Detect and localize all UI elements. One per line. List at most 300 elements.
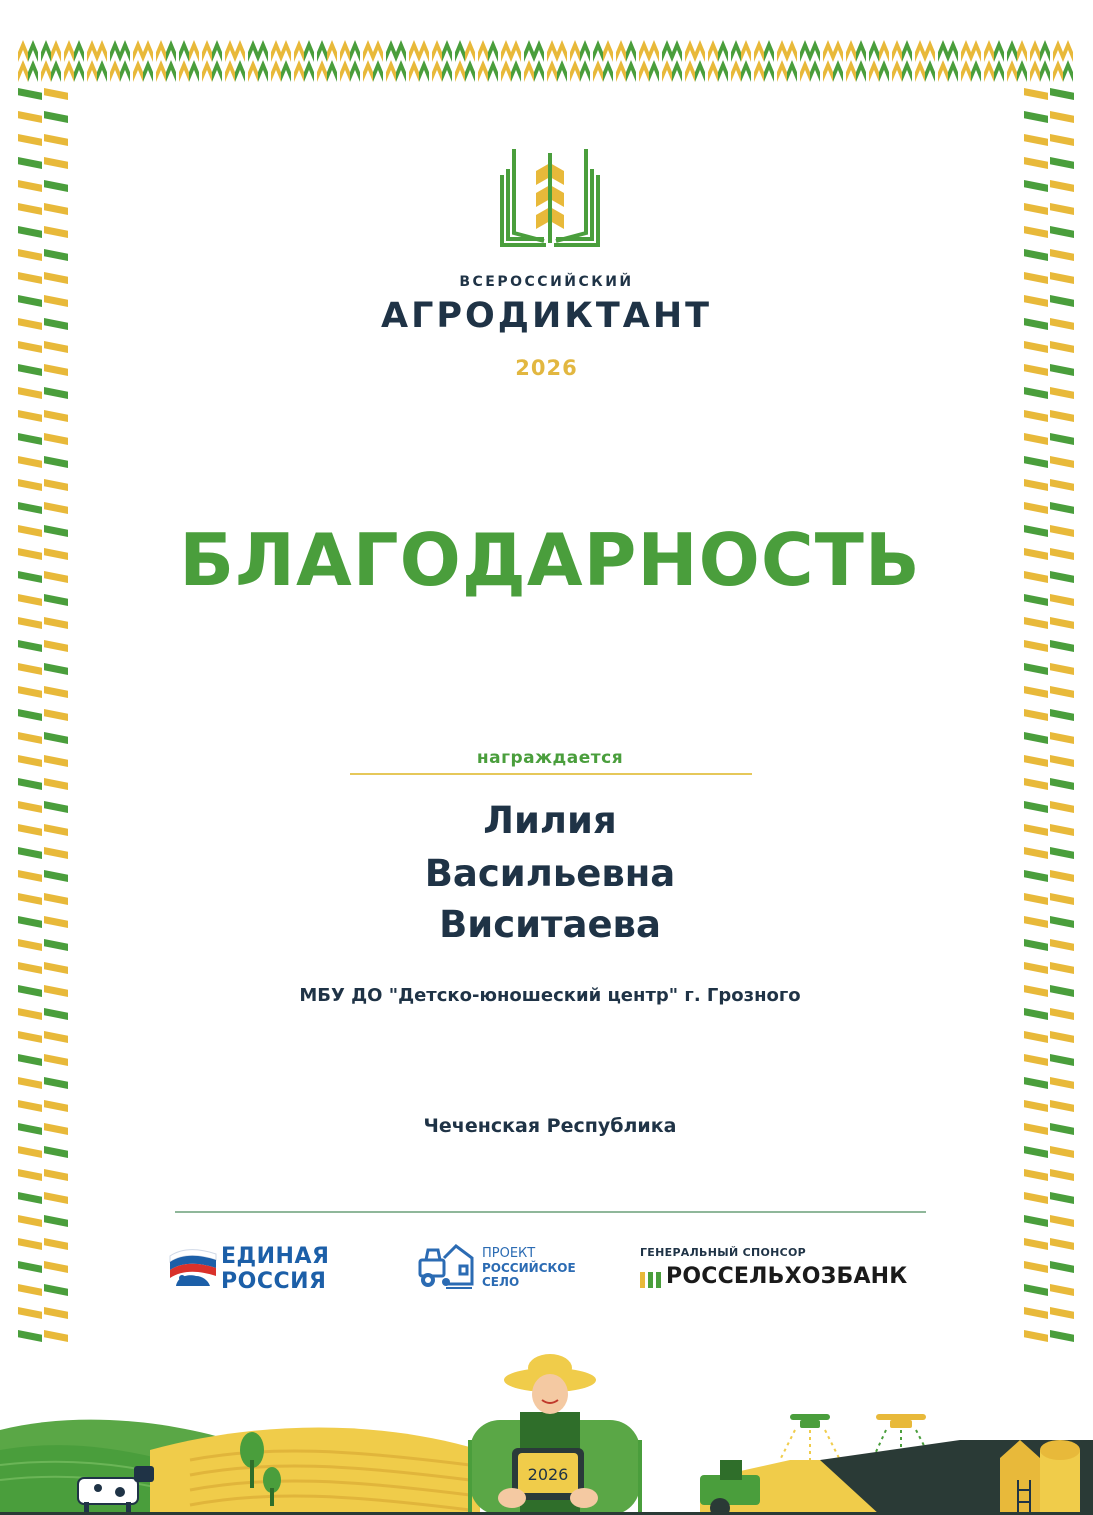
wheat-leaf [327, 40, 337, 62]
wheat-leaf [396, 60, 406, 82]
header-year: 2026 [515, 356, 578, 380]
wheat-leaf [18, 180, 42, 192]
farmer-character [470, 1354, 640, 1515]
wheat-leaf [44, 686, 68, 698]
wheat-leaf [846, 60, 856, 82]
wheat-leaf [1050, 410, 1074, 422]
sponsor-project-line1: ПРОЕКТ [482, 1246, 536, 1261]
wheat-leaf [580, 40, 590, 62]
tractor-house-icon [416, 1240, 476, 1290]
wheat-leaf [1024, 1215, 1048, 1227]
wheat-leaf [110, 40, 120, 62]
wheat-leaf [44, 1146, 68, 1158]
wheat-leaf [1024, 778, 1048, 790]
wheat-leaf [1024, 249, 1048, 261]
wheat-leaf [1050, 387, 1074, 399]
wheat-leaf [18, 479, 42, 491]
wheat-leaf [856, 60, 866, 82]
wheat-leaf [44, 1192, 68, 1204]
wheat-leaf [120, 40, 130, 62]
wheat-leaf [18, 617, 42, 629]
wheat-leaf [304, 40, 314, 62]
wheat-leaf [44, 1215, 68, 1227]
wheat-leaf [892, 60, 902, 82]
wheat-leaf [44, 1169, 68, 1181]
wheat-leaf [1024, 1238, 1048, 1250]
wheat-leaf [1030, 60, 1040, 82]
wheat-leaf [373, 40, 383, 62]
wheat-leaf [432, 40, 442, 62]
wheat-leaf [18, 1008, 42, 1020]
wheat-leaf [44, 1077, 68, 1089]
wheat-leaf [18, 111, 42, 123]
wheat-leaf [879, 40, 889, 62]
wheat-leaf [961, 60, 971, 82]
wheat-leaf [1030, 40, 1040, 62]
wheat-leaf [44, 387, 68, 399]
wheat-leaf [44, 134, 68, 146]
wheat-leaf [1024, 88, 1048, 100]
awarded-label: награждается [476, 748, 624, 768]
wheat-leaf [626, 60, 636, 82]
header-subtitle: ВСЕРОССИЙСКИЙ [459, 274, 634, 290]
wheat-leaf [419, 60, 429, 82]
wheat-leaf [18, 341, 42, 353]
wheat-leaf [685, 40, 695, 62]
wheat-leaf [869, 40, 879, 62]
wheat-leaf [202, 40, 212, 62]
wheat-leaf [1024, 433, 1048, 445]
wheat-leaf [1050, 778, 1074, 790]
wheat-leaf [110, 60, 120, 82]
wheat-leaf [938, 60, 948, 82]
wheat-leaf [1024, 226, 1048, 238]
wheat-leaf [64, 40, 74, 62]
bank-stripes-icon [640, 1270, 662, 1290]
wheat-leaf [1024, 157, 1048, 169]
wheat-leaf [44, 410, 68, 422]
wheat-leaf [1050, 433, 1074, 445]
wheat-leaf [340, 60, 350, 82]
wheat-leaf [1053, 40, 1063, 62]
wheat-leaf [317, 40, 327, 62]
wheat-leaf [1024, 1054, 1048, 1066]
wheat-leaf [143, 40, 153, 62]
wheat-leaf [44, 433, 68, 445]
wheat-leaf [1050, 1192, 1074, 1204]
wheat-leaf [294, 60, 304, 82]
wheat-leaf [787, 40, 797, 62]
wheat-leaf [478, 60, 488, 82]
drone-icon [780, 1414, 840, 1465]
wheat-leaf [1017, 60, 1027, 82]
wheat-leaf [1050, 617, 1074, 629]
wheat-leaf [892, 40, 902, 62]
wheat-leaf [1050, 249, 1074, 261]
wheat-leaf [731, 60, 741, 82]
wheat-leaf [649, 40, 659, 62]
wheat-leaf [327, 60, 337, 82]
wheat-leaf [662, 40, 672, 62]
wheat-leaf [18, 709, 42, 721]
wheat-leaf [455, 40, 465, 62]
wheat-leaf [1024, 456, 1048, 468]
wheat-leaf [777, 40, 787, 62]
wheat-leaf [1024, 1169, 1048, 1181]
silo-icon [1000, 1440, 1080, 1515]
wheat-leaf [1024, 1261, 1048, 1273]
certificate-heading: БЛАГОДАРНОСТЬ [179, 518, 921, 602]
wheat-leaf [363, 60, 373, 82]
wheat-leaf [501, 40, 511, 62]
wheat-leaf [603, 40, 613, 62]
general-sponsor-caption: ГЕНЕРАЛЬНЫЙ СПОНСОР [640, 1246, 807, 1259]
wheat-leaf [1063, 60, 1073, 82]
wheat-leaf [350, 40, 360, 62]
wheat-leaf [593, 40, 603, 62]
wheat-leaf [18, 1031, 42, 1043]
wheat-leaf [1024, 134, 1048, 146]
wheat-leaf [281, 60, 291, 82]
wheat-leaf [44, 1008, 68, 1020]
wheat-leaf [800, 40, 810, 62]
wheat-leaf [18, 387, 42, 399]
wheat-leaf [18, 1261, 42, 1273]
bear-flag-icon [168, 1246, 218, 1290]
wheat-leaf [524, 60, 534, 82]
wheat-leaf [511, 40, 521, 62]
wheat-leaf [833, 60, 843, 82]
wheat-leaf [18, 249, 42, 261]
sponsors-divider [175, 1211, 926, 1213]
wheat-leaf [304, 60, 314, 82]
wheat-leaf [179, 40, 189, 62]
wheat-leaf [120, 60, 130, 82]
wheat-leaf [1050, 962, 1074, 974]
wheat-leaf [18, 502, 42, 514]
wheat-leaf [1007, 60, 1017, 82]
wheat-leaf [386, 40, 396, 62]
wheat-leaf [1050, 479, 1074, 491]
wheat-leaf [18, 663, 42, 675]
wheat-leaf [409, 40, 419, 62]
wheat-leaf [547, 60, 557, 82]
wheat-leaf [685, 60, 695, 82]
wheat-leaf [18, 40, 28, 62]
wheat-leaf [764, 40, 774, 62]
wheat-leaf [212, 40, 222, 62]
wheat-leaf [18, 1100, 42, 1112]
wheat-leaf [1050, 111, 1074, 123]
awarded-divider [350, 773, 752, 775]
wheat-leaf [179, 60, 189, 82]
wheat-leaf [44, 111, 68, 123]
wheat-leaf [534, 40, 544, 62]
wheat-leaf [1050, 1031, 1074, 1043]
wheat-leaf [741, 40, 751, 62]
wheat-leaf [18, 1192, 42, 1204]
wheat-leaf [810, 40, 820, 62]
wheat-leaf [524, 40, 534, 62]
wheat-leaf [961, 40, 971, 62]
wheat-leaf [465, 60, 475, 82]
wheat-leaf [1050, 1238, 1074, 1250]
wheat-leaf [44, 249, 68, 261]
wheat-leaf [823, 60, 833, 82]
wheat-leaf [419, 40, 429, 62]
wheat-leaf [212, 60, 222, 82]
wheat-leaf [626, 40, 636, 62]
wheat-leaf [18, 1054, 42, 1066]
wheat-leaf [74, 40, 84, 62]
wheat-leaf [616, 60, 626, 82]
wheat-leaf [879, 60, 889, 82]
wheat-leaf [133, 40, 143, 62]
tablet-year: 2026 [527, 1465, 569, 1484]
wheat-leaf [44, 778, 68, 790]
wheat-leaf [994, 60, 1004, 82]
wheat-leaf [1050, 1146, 1074, 1158]
wheat-leaf [28, 40, 38, 62]
wheat-leaf [971, 40, 981, 62]
wheat-leaf [143, 60, 153, 82]
wheat-leaf [1053, 60, 1063, 82]
wheat-leaf [44, 1238, 68, 1250]
wheat-leaf [350, 60, 360, 82]
sponsor-project-name [482, 1247, 576, 1289]
wheat-leaf [1050, 1054, 1074, 1066]
wheat-leaf [465, 40, 475, 62]
wheat-leaf [639, 40, 649, 62]
wheat-leaf [580, 60, 590, 82]
wheat-leaf [44, 456, 68, 468]
wheat-leaf [340, 40, 350, 62]
wheat-leaf [18, 203, 42, 215]
sponsor-party-line2: РОССИЯ [221, 1269, 327, 1294]
wheat-leaf [44, 663, 68, 675]
wheat-leaf [409, 60, 419, 82]
wheat-leaf [44, 88, 68, 100]
wheat-leaf [455, 60, 465, 82]
wheat-leaf [764, 60, 774, 82]
wheat-leaf [1063, 40, 1073, 62]
wheat-leaf [938, 40, 948, 62]
wheat-leaf [18, 778, 42, 790]
wheat-leaf [777, 60, 787, 82]
wheat-leaf [156, 40, 166, 62]
wheat-leaf [271, 60, 281, 82]
wheat-leaf [18, 1215, 42, 1227]
wheat-leaf [235, 60, 245, 82]
sponsor-project-line2: РОССИЙСКОЕ [482, 1261, 576, 1275]
wheat-leaf [984, 60, 994, 82]
wheat-leaf [718, 60, 728, 82]
sponsor-party-name [221, 1244, 329, 1294]
wheat-leaf [294, 40, 304, 62]
wheat-leaf [672, 60, 682, 82]
wheat-leaf [317, 60, 327, 82]
wheat-leaf [44, 1307, 68, 1319]
wheat-leaf [511, 60, 521, 82]
wheat-leaf [971, 60, 981, 82]
wheat-leaf [1050, 640, 1074, 652]
wheat-leaf [1050, 709, 1074, 721]
agrodictant-book-wheat-logo [496, 145, 604, 251]
recipient-last-name: Виситаева [439, 903, 661, 946]
wheat-leaf [948, 60, 958, 82]
wheat-leaf [616, 40, 626, 62]
wheat-leaf [557, 60, 567, 82]
wheat-leaf [44, 732, 68, 744]
wheat-leaf [189, 40, 199, 62]
wheat-leaf [662, 60, 672, 82]
wheat-leaf [1024, 111, 1048, 123]
wheat-leaf [1050, 341, 1074, 353]
wheat-leaf [1024, 686, 1048, 698]
wheat-leaf [18, 1077, 42, 1089]
wheat-leaf [1050, 663, 1074, 675]
wheat-leaf [133, 60, 143, 82]
wheat-leaf [18, 686, 42, 698]
wheat-leaf [1024, 1100, 1048, 1112]
wheat-leaf [363, 40, 373, 62]
wheat-leaf [44, 1100, 68, 1112]
wheat-leaf [271, 40, 281, 62]
wheat-leaf [51, 40, 61, 62]
wheat-leaf [1024, 732, 1048, 744]
wheat-leaf [166, 40, 176, 62]
wheat-leaf [1050, 134, 1074, 146]
sponsor-party-line1: ЕДИНАЯ [221, 1244, 330, 1269]
wheat-leaf [846, 40, 856, 62]
recipient-patronymic: Васильевна [424, 852, 676, 895]
wheat-leaf [1024, 502, 1048, 514]
wheat-leaf [18, 60, 28, 82]
wheat-leaf [547, 40, 557, 62]
wheat-leaf [44, 157, 68, 169]
wheat-leaf [925, 60, 935, 82]
wheat-leaf [28, 60, 38, 82]
wheat-leaf [44, 226, 68, 238]
wheat-leaf [258, 60, 268, 82]
recipient-organization: МБУ ДО "Детско-юношеский центр" г. Грозного [299, 985, 801, 1006]
wheat-leaf [18, 732, 42, 744]
wheat-leaf [1024, 479, 1048, 491]
farm-illustration [0, 1340, 1093, 1515]
wheat-leaf [994, 40, 1004, 62]
wheat-leaf [1050, 1215, 1074, 1227]
wheat-leaf [925, 40, 935, 62]
wheat-leaf [442, 40, 452, 62]
wheat-leaf [44, 502, 68, 514]
wheat-leaf [189, 60, 199, 82]
wheat-leaf [18, 640, 42, 652]
wheat-leaf [557, 40, 567, 62]
wheat-leaf [718, 40, 728, 62]
wheat-leaf [639, 60, 649, 82]
wheat-leaf [44, 180, 68, 192]
wheat-leaf [1024, 1008, 1048, 1020]
wheat-leaf [44, 617, 68, 629]
wheat-leaf [534, 60, 544, 82]
wheat-leaf [915, 40, 925, 62]
wheat-leaf [708, 60, 718, 82]
wheat-leaf [18, 88, 42, 100]
wheat-leaf [1024, 617, 1048, 629]
wheat-leaf [44, 962, 68, 974]
wheat-leaf [915, 60, 925, 82]
wheat-leaf [1050, 1008, 1074, 1020]
wheat-leaf [51, 60, 61, 82]
wheat-leaf [225, 40, 235, 62]
wheat-leaf [810, 60, 820, 82]
wheat-leaf [97, 60, 107, 82]
wheat-leaf [1050, 157, 1074, 169]
wheat-leaf [570, 40, 580, 62]
wheat-leaf [1050, 180, 1074, 192]
wheat-leaf [1024, 387, 1048, 399]
wheat-leaf [695, 40, 705, 62]
wheat-leaf [248, 60, 258, 82]
wheat-leaf [800, 60, 810, 82]
sponsor-project-line3: СЕЛО [482, 1275, 520, 1289]
wheat-leaf [1017, 40, 1027, 62]
wheat-leaf [823, 40, 833, 62]
wheat-leaf [18, 433, 42, 445]
wheat-leaf [18, 962, 42, 974]
wheat-leaf [1050, 1307, 1074, 1319]
wheat-leaf [396, 40, 406, 62]
wheat-leaf [87, 60, 97, 82]
wheat-leaf [1050, 1077, 1074, 1089]
wheat-leaf [1050, 226, 1074, 238]
wheat-leaf [1050, 1169, 1074, 1181]
wheat-leaf [1024, 1284, 1048, 1296]
wheat-leaf [731, 40, 741, 62]
wheat-leaf [708, 40, 718, 62]
wheat-leaf [18, 1284, 42, 1296]
wheat-leaf [64, 60, 74, 82]
wheat-leaf [166, 60, 176, 82]
wheat-leaf [1050, 732, 1074, 744]
wheat-leaf [432, 60, 442, 82]
wheat-leaf [156, 60, 166, 82]
wheat-leaf [1024, 640, 1048, 652]
wheat-leaf [248, 40, 258, 62]
wheat-leaf [44, 341, 68, 353]
wheat-leaf [501, 60, 511, 82]
wheat-leaf [649, 60, 659, 82]
wheat-leaf [1024, 180, 1048, 192]
wheat-leaf [754, 40, 764, 62]
wheat-leaf [41, 40, 51, 62]
wheat-leaf [18, 226, 42, 238]
wheat-leaf [386, 60, 396, 82]
wheat-leaf [948, 40, 958, 62]
wheat-leaf [44, 1284, 68, 1296]
wheat-leaf [1024, 341, 1048, 353]
wheat-leaf [1007, 40, 1017, 62]
wheat-leaf [593, 60, 603, 82]
wheat-leaf [1024, 962, 1048, 974]
wheat-leaf [488, 40, 498, 62]
wheat-leaf [18, 1238, 42, 1250]
wheat-leaf [1040, 60, 1050, 82]
wheat-leaf [442, 60, 452, 82]
wheat-leaf [570, 60, 580, 82]
wheat-leaf [478, 40, 488, 62]
wheat-leaf [856, 40, 866, 62]
